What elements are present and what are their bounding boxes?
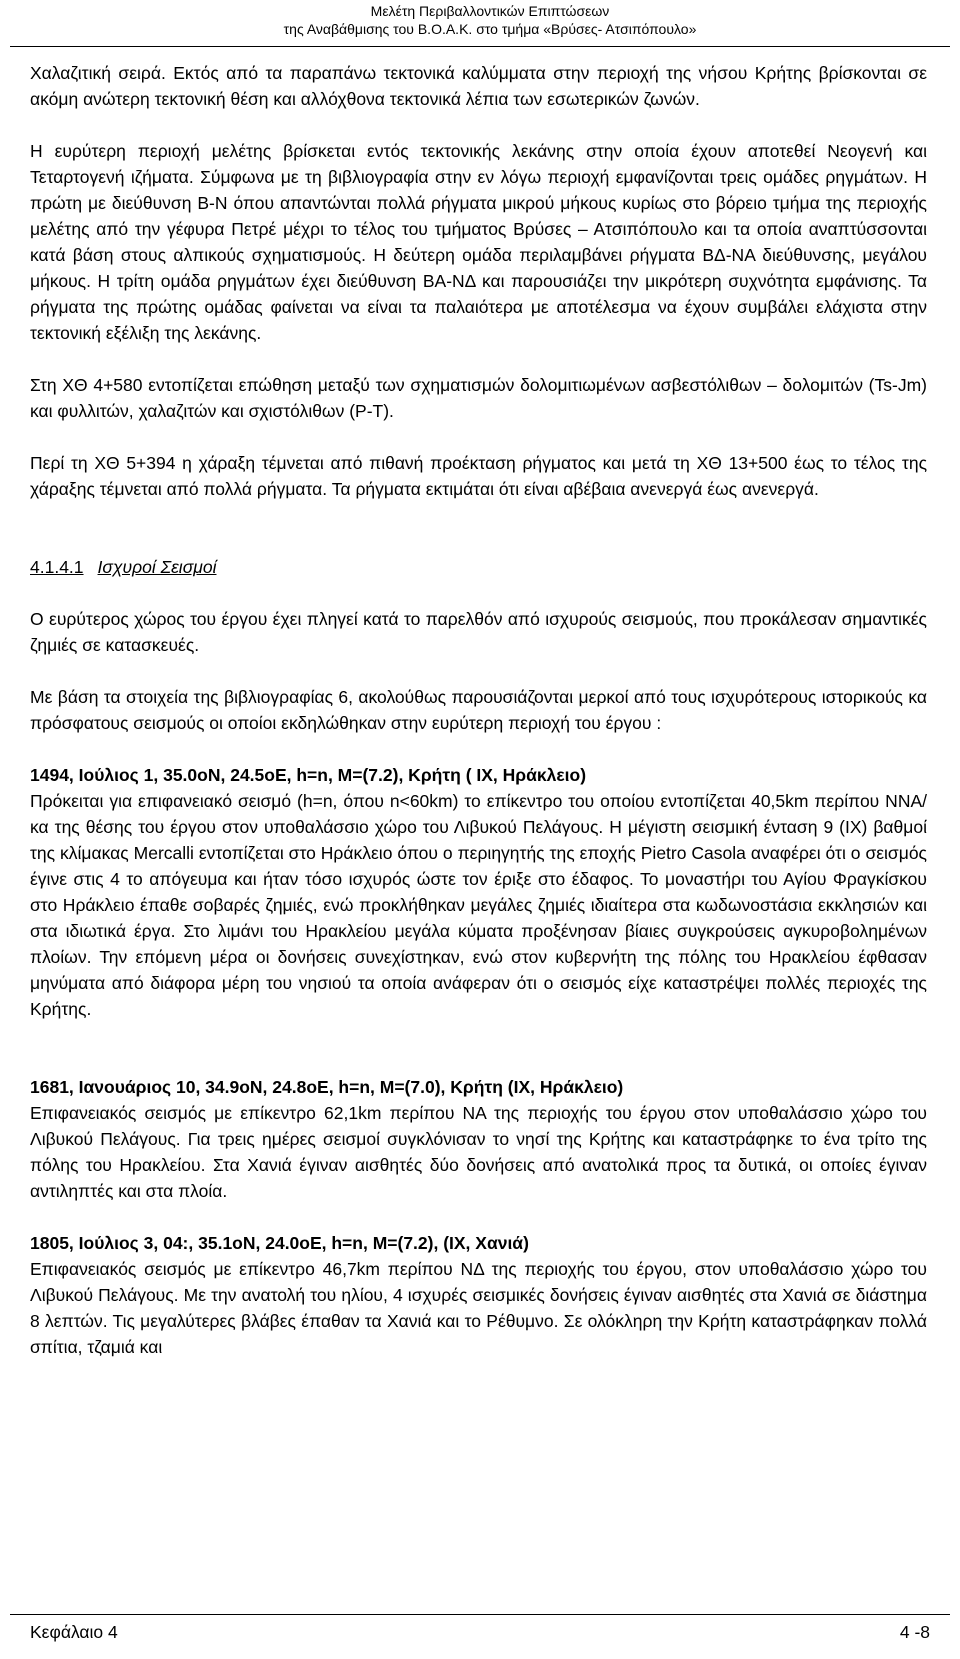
paragraph-alignment: Περί τη ΧΘ 5+394 η χάραξη τέμνεται από πιθανή προέκταση ρήγματος και μετά τη ΧΘ 13+500 έως το τέλος της χάραξης τέμνεται από πολλά ρήγματα. Τα ρήγματα εκτιμάται ότι είναι αβέβαια ανενεργά έως ανενεργά. [30,453,927,499]
header-divider [10,46,950,47]
earthquake-description: Πρόκειται για επιφανειακό σεισμό (h=n, όπου n<60km) το επίκεντρο του οποίου εντοπίζεται 40,5km περίπου ΝΝΑ/κα της θέσης του έργου στον υποθαλάσσιο χώρο του Λιβυκού Πελάγους. Η μέγιστη σεισμική ένταση 9 (ΙΧ) βαθμοί της κλίμακας Mercalli εντοπίζεται στο Ηράκλειο όπου ο περιηγητής της εποχής Pietro Casola αναφέρει ότι ο σεισμός έγινε στις 4 το απόγευμα και ήταν τόσο ισχυρός ώστε τον έριξε στο έδαφος. Το μοναστήρι του Αγίου Φραγκίσκου στο Ηράκλειο έπαθε σοβαρές ζημιές, ενώ προκλήθηκαν μεγάλες ζημιές ιδιαίτερα στα κωδωνοστάσια εκκλησιών και στα ιδιωτικά έργα. Στο λιμάνι του Ηρακλείου μεγάλα κύματα προξένησαν βίαιες συγκρούσεις αγκυροβολημένων πλοίων. Την επόμενη μέρα οι δονήσεις συνεχίστηκαν, ενώ στον κυβερνήτη της πόλης του Ηρακλείου έφθασαν μηνύματα από διάφορα μέρη του νησιού τα οποία ανάφεραν ότι ο σεισμός είχε καταστρέψει πολλές περιοχές της Κρήτης. [30,791,927,1019]
earthquake-title: 1805, Ιούλιος 3, 04:, 35.1oN, 24.0oE, h=n, M=(7.2), (ΙΧ, Χανιά) [30,1233,529,1253]
header-title: Μελέτη Περιβαλλοντικών Επιπτώσεων [370,3,610,19]
earthquake-title: 1494, Ιούλιος 1, 35.0oN, 24.5oE, h=n, M=(7.2), Κρήτη ( ΙΧ, Ηράκλειο) [30,765,587,785]
section-title: Ισχυροί Σεισμοί [97,557,217,577]
document-body [30,60,927,1360]
paragraph-thrust: Στη ΧΘ 4+580 εντοπίζεται επώθηση μεταξύ των σχηματισμών δολομιτιωμένων ασβεστόλιθων – δολομιτών (Ts-Jm) και φυλλιτών, χαλαζιτών και σχιστόλιθων (P-T). [30,375,927,421]
page-number: 4 -8 [899,1622,930,1642]
footer-chapter: Κεφάλαιο 4 [30,1622,118,1642]
earthquake-title: 1681, Ιανουάριος 10, 34.9oN, 24.8oE, h=n, M=(7.0), Κρήτη (ΙΧ, Ηράκλειο) [30,1077,624,1097]
header-subtitle: της Αναβάθμισης του Β.Ο.Α.Κ. στο τμήμα «Βρύσες- Ατσιπόπουλο» [283,21,697,37]
section-number: 4.1.4.1 [30,557,84,577]
earthquake-description: Επιφανειακός σεισμός με επίκεντρο 62,1km περίπου ΝΑ της περιοχής του έργου στον υποθαλάσσιο χώρο του Λιβυκού Πελάγους. Για τρεις ημέρες σεισμοί συγκλόνισαν το νησί της Κρήτης και καταστράφηκε το ένα τρίτο της πόλης του Ηρακλείου. Στα Χανιά έγιναν αισθητές δύο δονήσεις από ανατολικά προς τα δυτικά, οι οποίες έγιναν αντιληπτές και στα πλοία. [30,1103,927,1201]
earthquake-description: Επιφανειακός σεισμός με επίκεντρο 46,7km περίπου ΝΔ της περιοχής του έργου, στον υποθαλάσσιο χώρο του Λιβυκού Πελάγους. Με την ανατολή του ηλίου, 4 ισχυρές σεισμικές δονήσεις έγιναν αισθητές στα Χανιά σε διάστημα 8 λεπτών. Τις μεγαλύτερες βλάβες έπαθαν τα Χανιά και το Ρέθυμνο. Σε ολόκληρη την Κρήτη καταστράφηκαν πολλά σπίτια, τζαμιά και [30,1259,927,1357]
footer-divider [10,1614,950,1615]
paragraph-section-sources: Με βάση τα στοιχεία της βιβλιογραφίας 6, ακολούθως παρουσιάζονται μερκοί από τους ισχυρότερους ιστορικούς κα πρόσφατους σεισμούς οι οποίοι εκδηλώθηκαν στην ευρύτερη περιοχή του έργου : [30,687,927,733]
paragraph-intro: Χαλαζιτική σειρά. Εκτός από τα παραπάνω τεκτονικά καλύμματα στην περιοχή της νήσου Κρήτης βρίσκονται σε ακόμη ανώτερη τεκτονική θέση και αλλόχθονα τεκτονικά λέπια των εσωτερικών ζωνών. [30,63,927,109]
paragraph-section-intro: Ο ευρύτερος χώρος του έργου έχει πληγεί κατά το παρελθόν από ισχυρούς σεισμούς, που προκάλεσαν σημαντικές ζημιές σε κατασκευές. [30,609,927,655]
section-heading [30,554,927,580]
paragraph-faults: Η ευρύτερη περιοχή μελέτης βρίσκεται εντός τεκτονικής λεκάνης στην οποία έχουν αποτεθεί Νεογενή και Τεταρτογενή ιζήματα. Σύμφωνα με τη βιβλιογραφία στην εν λόγω περιοχή εμφανίζονται τρεις ομάδες ρηγμάτων. Η πρώτη με διεύθυνση Β-Ν όπου απαντώνται πολλά ρήγματα μικρού μήκους κυρίως στο βόρειο τμήμα της περιοχής μελέτης από την γέφυρα Πετρέ μέχρι το τέλος του τμήματος Βρύσες – Ατσιπόπουλο και τα οποία αναπτύσσονται κατά βάση στους αλπικούς σχηματισμούς. Η δεύτερη ομάδα περιλαμβάνει ρήγματα ΒΔ-ΝΑ διεύθυνσης, μεγάλου μήκους. Η τρίτη ομάδα ρηγμάτων έχει διεύθυνση ΒΑ-ΝΔ και παρουσιάζει την μικρότερη συχνότητα εμφάνισης. Τα ρήγματα της πρώτης ομάδας φαίνεται να είναι τα παλαιότερα με αποτέλεσμα να έχουν συμβάλει ελάχιστα στην τεκτονική εξέλιξη της λεκάνης. [30,141,927,343]
page-header [0,0,960,48]
